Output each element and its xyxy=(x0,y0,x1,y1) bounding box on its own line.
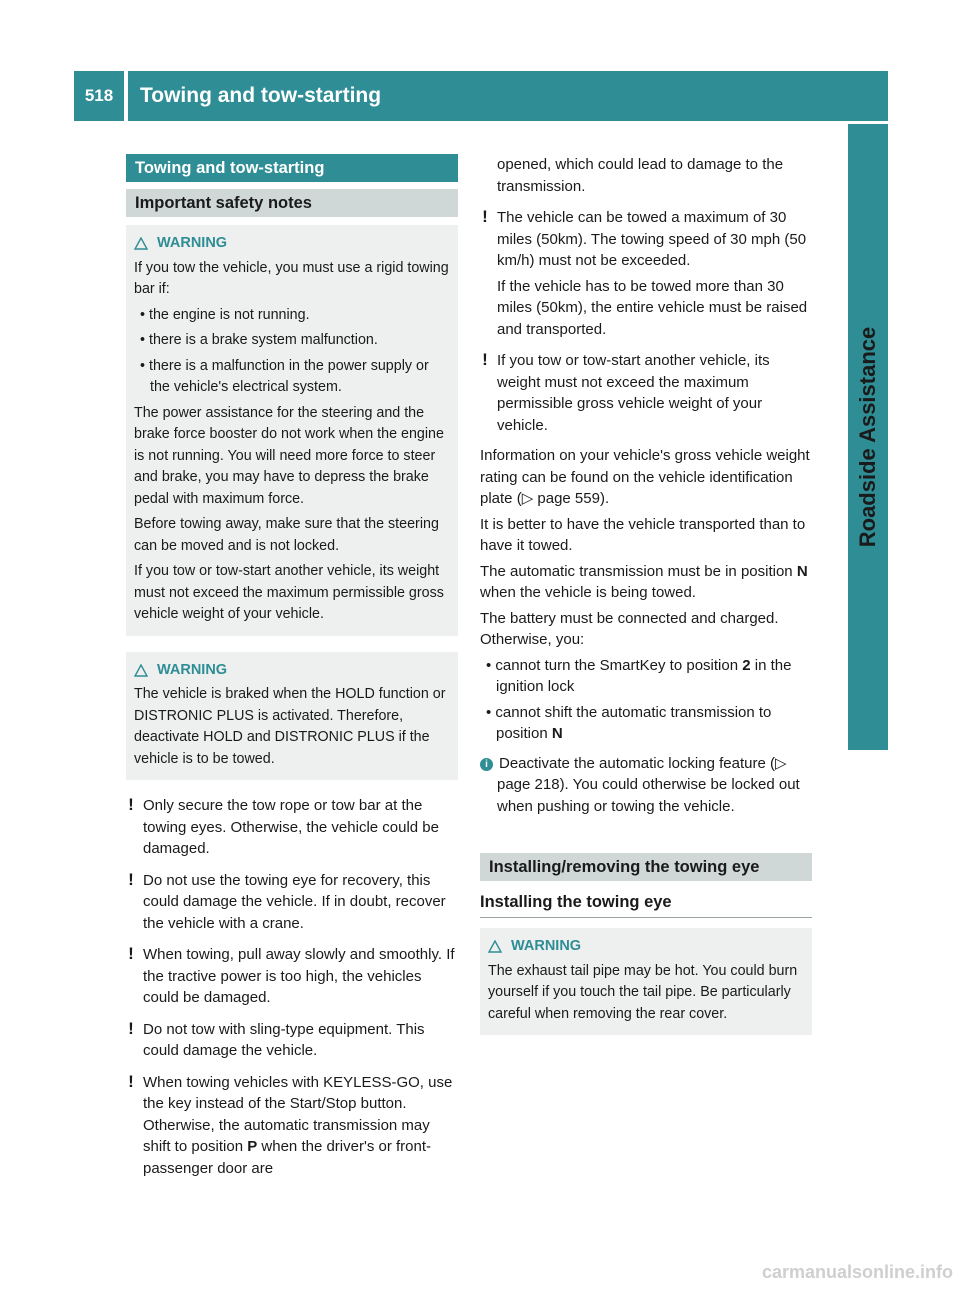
caution-note: ! Do not use the towing eye for recovery, this could damage the vehicle. If in doubt, recover the vehicle with a crane. xyxy=(126,869,458,935)
warning-triangle-icon xyxy=(488,940,502,953)
side-tab-label: Roadside Assistance xyxy=(855,326,880,548)
warning-bullet: • the engine is not running. xyxy=(140,306,310,323)
info-note: i Deactivate the automatic locking feature (▷ page 218). You could otherwise be locked out when pushing or towing the vehicle. xyxy=(480,753,812,818)
subsection-title: Installing the towing eye xyxy=(480,891,812,918)
left-column xyxy=(126,150,458,1188)
exclamation-icon: ! xyxy=(128,1018,134,1038)
body-paragraph: Information on your vehicle's gross vehicle weight rating can be found on the vehicle identification plate (▷ page 559). xyxy=(480,447,810,507)
exclamation-icon: ! xyxy=(128,795,134,814)
continued-text: opened, which could lead to damage to the transmission. xyxy=(497,156,784,195)
warning-triangle-icon xyxy=(134,664,148,677)
warning-label: WARNING xyxy=(157,235,228,251)
list-item: • cannot shift the automatic transmission to position N xyxy=(486,703,772,742)
exclamation-icon: ! xyxy=(128,1071,134,1091)
warning-paragraph: Before towing away, make sure that the steering can be moved and is not locked. xyxy=(134,516,439,554)
page-header-title: Towing and tow-starting xyxy=(128,71,888,121)
exclamation-icon: ! xyxy=(128,869,134,889)
warning-box xyxy=(480,928,812,1035)
warning-heading xyxy=(488,936,804,958)
warning-label: WARNING xyxy=(511,938,582,954)
info-icon: i xyxy=(480,758,493,771)
body-paragraph: The automatic transmission must be in position N when the vehicle is being towed. xyxy=(480,562,808,601)
warning-heading xyxy=(134,660,450,682)
caution-note: ! When towing, pull away slowly and smoothly. If the tractive power is too high, the vehicles could be damaged. xyxy=(126,943,458,1009)
warning-paragraph: The vehicle is braked when the HOLD function or DISTRONIC PLUS is activated. Therefore, deactivate HOLD and DISTRONIC PLUS if the vehicle is to be towed. xyxy=(134,686,446,767)
section-title: Installing/removing the towing eye xyxy=(480,853,812,881)
warning-paragraph: If you tow or tow-start another vehicle, its weight must not exceed the maximum permissible gross vehicle weight of your vehicle. xyxy=(134,563,444,622)
warning-label: WARNING xyxy=(157,661,228,678)
caution-note: ! The vehicle can be towed a maximum of 30 miles (50km). The towing speed of 30 mph (50 km/h) must not be exceeded. xyxy=(480,206,812,272)
warning-bullet: • there is a malfunction in the power supply or the vehicle's electrical system. xyxy=(140,357,429,395)
warning-bullet: • there is a brake system malfunction. xyxy=(140,332,378,348)
body-paragraph: It is better to have the vehicle transported than to have it towed. xyxy=(480,515,806,554)
warning-paragraph: The exhaust tail pipe may be hot. You could burn yourself if you touch the tail pipe. Be particularly careful when removing the rear cover. xyxy=(488,962,798,1022)
notes-list xyxy=(126,794,458,1179)
watermark: carmanualsonline.info xyxy=(762,1262,954,1282)
warning-intro: If you tow the vehicle, you must use a rigid towing bar if: xyxy=(134,259,449,297)
warning-paragraph: The power assistance for the steering and the brake force booster do not work when the engine is not running. You will need more force to steer and brake, you may have to depress the brake pedal with maximum force. xyxy=(134,404,444,507)
exclamation-icon: ! xyxy=(482,207,488,226)
caution-note: ! Only secure the tow rope or tow bar at the towing eyes. Otherwise, the vehicle could be damaged. xyxy=(126,794,458,860)
warning-box xyxy=(126,225,458,636)
warning-triangle-icon xyxy=(134,237,148,250)
exclamation-icon: ! xyxy=(482,350,488,369)
caution-note: ! Do not tow with sling-type equipment. This could damage the vehicle. xyxy=(126,1018,458,1062)
warning-box xyxy=(126,652,458,781)
caution-note: ! If you tow or tow-start another vehicle, its weight must not exceed the maximum permissible gross vehicle weight of your vehicle. xyxy=(480,349,812,436)
warning-heading xyxy=(134,233,450,255)
section-title: Towing and tow-starting xyxy=(126,154,458,182)
caution-note-continued: If the vehicle has to be towed more than 30 miles (50km), the entire vehicle must be raised and transported. xyxy=(497,277,808,338)
list-item: • cannot turn the SmartKey to position 2 in the ignition lock xyxy=(486,656,792,695)
body-paragraph: The battery must be connected and charged. Otherwise, you: xyxy=(480,609,779,648)
page-number: 518 xyxy=(74,71,124,121)
right-column xyxy=(480,150,812,1035)
subsection-title: Important safety notes xyxy=(126,189,458,217)
exclamation-icon: ! xyxy=(128,944,134,963)
caution-note: ! When towing vehicles with KEYLESS-GO, use the key instead of the Start/Stop button. Otherwise, the automatic transmission may shift to position P when the driver's or front-passenger door are xyxy=(126,1071,458,1180)
